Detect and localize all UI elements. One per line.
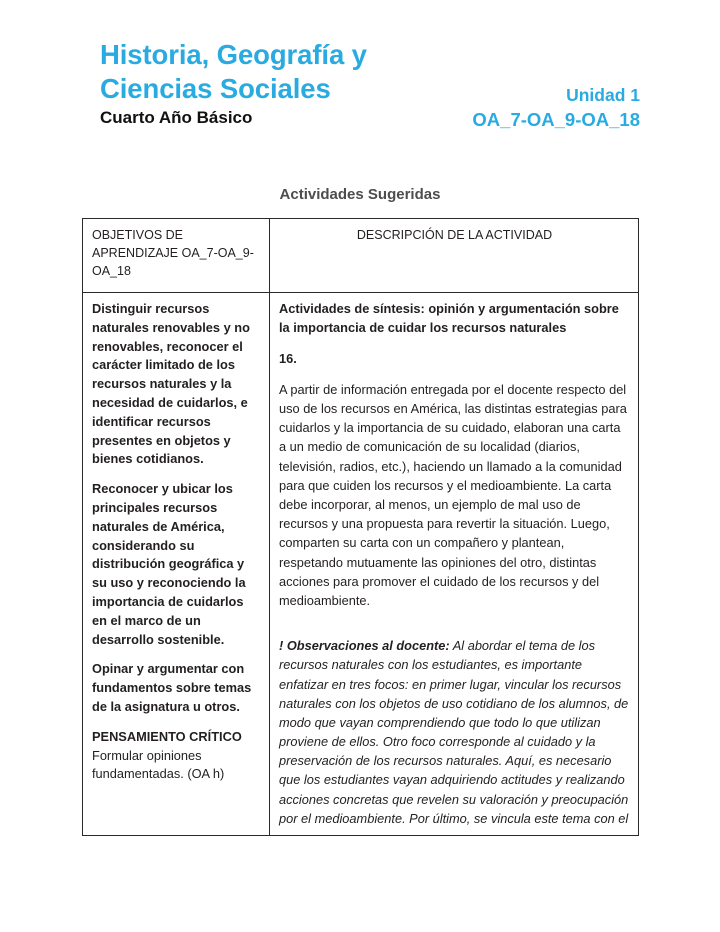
- table-header: [83, 219, 639, 293]
- observation-label: ! Observaciones al docente:: [279, 638, 450, 654]
- skill-body: Formular opiniones fundamentadas. (OA h): [92, 747, 225, 782]
- page-subtitle: Cuarto Año Básico: [100, 107, 253, 127]
- cell-objectives: [83, 293, 270, 836]
- document-header: [100, 38, 640, 131]
- table-header-row: [83, 219, 639, 293]
- objective-item-2: Reconocer y ubicar los principales recursos naturales de América, considerando su distribución geográfica y su uso y reconociendo la importancia de cuidarlos en el marco de un desarrollo sostenible.: [92, 481, 246, 647]
- objective-item-3: Opinar y argumentar con fundamentos sobre temas de la asignatura u otros.: [92, 661, 252, 714]
- table-row: [83, 293, 639, 836]
- header-title-row: [100, 38, 640, 131]
- section-heading: Actividades Sugeridas: [279, 186, 441, 203]
- activity-heading: Actividades de síntesis: opinión y argumentación sobre la importancia de cuidar los recursos naturales: [279, 301, 619, 335]
- teacher-observation: [279, 636, 630, 828]
- oa-codes-label: OA_7-OA_9-OA_18: [472, 109, 640, 131]
- activity-body: A partir de información entregada por el docente respecto del uso de los recursos en América, las distintas estrategias para cuidarlos y la importancia de su cuidado, elaboran una carta a un medio de comunicación de su localidad (diarios, televisión, radios, etc.), haciendo un llamado a la comunidad para que cuiden los recursos y el medioambiente. La carta debe incorporar, al menos, un ejemplo de mal uso de recursos y una propuesta para revertir la situación. Luego, comparten su carta con un compañero y plantean, respetando mutuamente las opiniones del otro, distintas acciones para promover el cuidado de los recursos y del medioambiente.: [279, 381, 627, 608]
- observation-body: Al abordar el tema de los recursos naturales con los estudiantes, es importante enfatizar en tres focos: en primer lugar, vincular los recursos naturales con los objetos de uso cotidiano de los alumnos, de modo que vayan comprendiendo que todo lo que utilizan proviene de ellos. Otro foco corresponde al cuidado y la preservación de los recursos naturales. Aquí, es necesario que los estudiantes vayan adquiriendo actitudes y realizando acciones concretas que revelen su valoración y preocupación por el medioambiente. Por último, se vincula este tema con el: [279, 638, 629, 826]
- table-body: [83, 293, 639, 836]
- skill-heading: PENSAMIENTO CRÍTICO: [92, 728, 242, 744]
- activities-table: [82, 218, 639, 836]
- cell-description: [270, 293, 639, 836]
- header-meta: [360, 85, 640, 132]
- column-header-description: DESCRIPCIÓN DE LA ACTIVIDAD: [270, 219, 639, 293]
- activity-number: 16.: [279, 351, 297, 367]
- column-header-objectives: OBJETIVOS DE APRENDIZAJE OA_7-OA_9-OA_18: [83, 219, 270, 293]
- objective-item-1: Distinguir recursos naturales renovables y no renovables, reconocer el carácter limitado de los recursos naturales y la necesidad de cuidarlos, e identificar recursos presentes en objetos y bienes cotidianos.: [92, 301, 250, 467]
- unit-label: Unidad 1: [566, 85, 640, 105]
- page-title: Historia, Geografía y Ciencias Sociales: [100, 39, 367, 104]
